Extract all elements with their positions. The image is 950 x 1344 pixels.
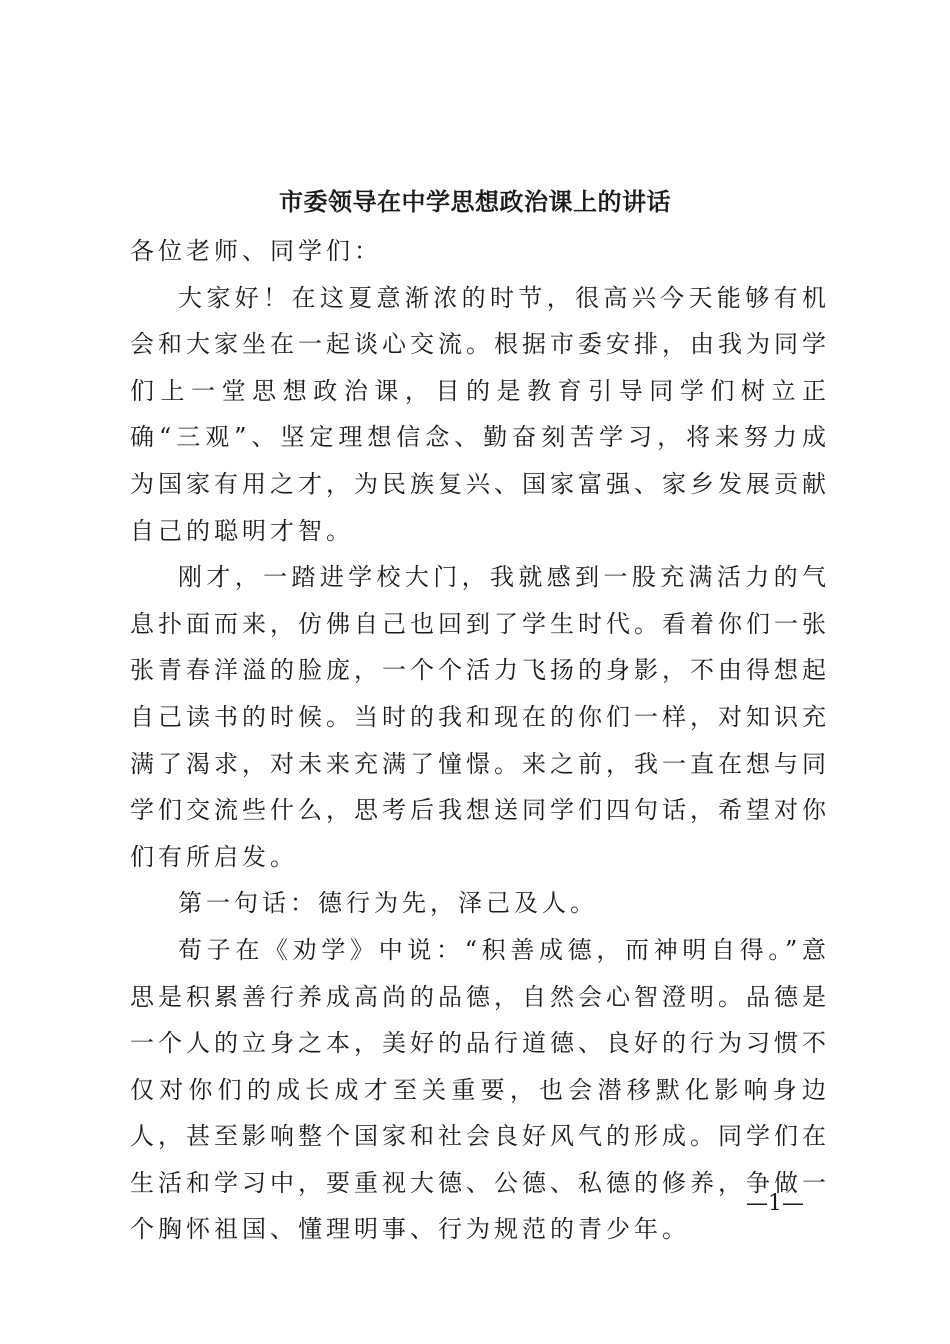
- page-number: —1—: [746, 1191, 804, 1216]
- paragraph-first-point-body: 荀子在《劝学》中说：“积善成德，而神明自得。”意思是积累善行养成高尚的品德，自然会心智澄明。品德是一个人的立身之本，美好的品行道德、良好的行为习惯不仅对你们的成长成才至关重要，也会潜移默化影响身边人，甚至影响整个国家和社会良好风气的形成。同学们在生活和学习中，要重视大德、公德、私德的修养，争做一个胸怀祖国、懂理明事、行为规范的青少年。: [130, 935, 830, 1244]
- paragraph-greeting: 大家好！在这夏意渐浓的时节，很高兴今天能够有机会和大家坐在一起谈心交流。根据市委安排，由我为同学们上一堂思想政治课，目的是教育引导同学们树立正确“三观”、坚定理想信念、勤奋刻苦学习，将来努力成为国家有用之才，为民族复兴、国家富强、家乡发展贡献自己的聪明才智。: [130, 283, 830, 545]
- document-body: [130, 228, 830, 1253]
- document-title: 市委领导在中学思想政治课上的讲话: [279, 187, 671, 216]
- paragraph-impression: 刚才，一踏进学校大门，我就感到一股充满活力的气息扑面而来，仿佛自己也回到了学生时代。看着你们一张张青春洋溢的脸庞，一个个活力飞扬的身影，不由得想起自己读书的时候。当时的我和现在的你们一样，对知识充满了渴求，对未来充满了憧憬。来之前，我一直在想与同学们交流些什么，思考后我想送同学们四句话，希望对你们有所启发。: [130, 563, 830, 871]
- salutation: 各位老师、同学们：: [130, 237, 382, 265]
- paragraph-first-point-heading: 第一句话：德行为先，泽己及人。: [178, 889, 598, 918]
